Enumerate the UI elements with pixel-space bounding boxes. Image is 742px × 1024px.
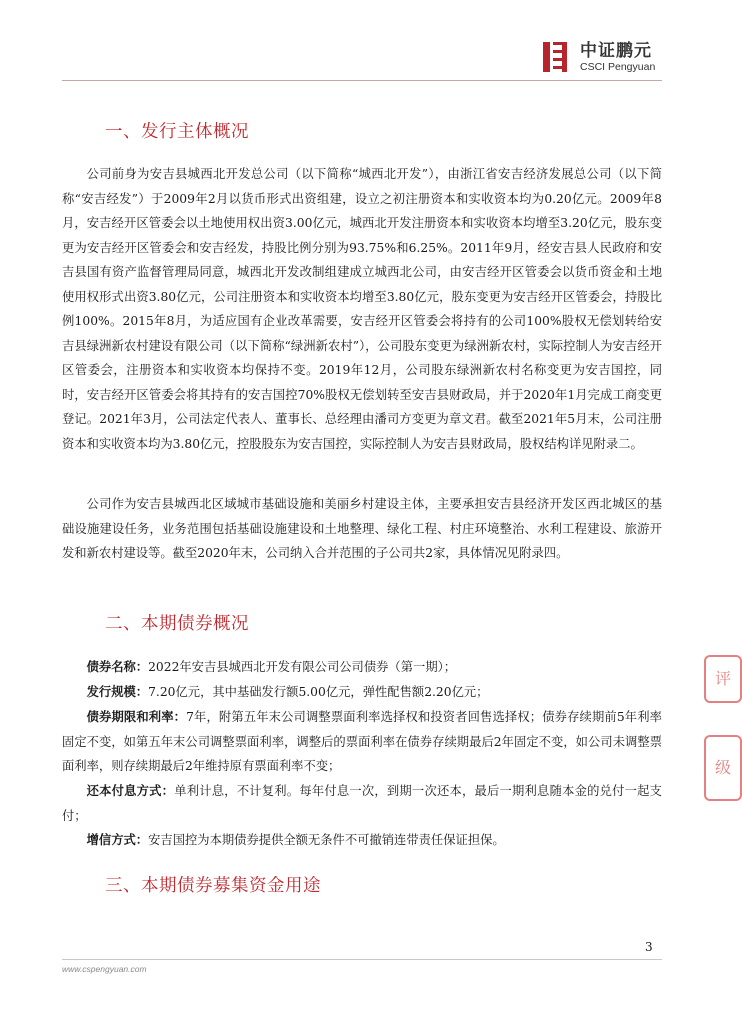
issue-size-item bbox=[62, 680, 662, 705]
credit-enhancement-item bbox=[62, 828, 662, 853]
seal-char-2: 级 bbox=[714, 758, 731, 777]
logo-mark-icon bbox=[540, 40, 570, 74]
footer-divider bbox=[62, 959, 662, 960]
seal-stamp-bottom bbox=[704, 735, 742, 801]
footer-url: www.cspengyuan.com bbox=[62, 964, 147, 974]
bond-name-label: 债券名称： bbox=[86, 660, 149, 674]
term-rate-label: 债券期限和利率： bbox=[86, 710, 187, 724]
repayment-item bbox=[62, 779, 662, 828]
repayment-label: 还本付息方式： bbox=[86, 784, 175, 798]
section-2-title: 二、本期债券概况 bbox=[105, 614, 249, 634]
section-1-paragraph-1: 公司前身为安吉县城西北开发总公司（以下简称“城西北开发”），由浙江省安吉经济发展总公司（以下简称“安吉经发”）于2009年2月以货币形式出资组建，设立之初注册资本和实收资本均为0.20亿元。2009年8月，安吉经开区管委会以土地使用权出资3.00亿元，城西北开发注册资本和实收资本均增至3.20亿元，股东变更为安吉经开区管委会和安吉经发，持股比例分别为93.75%和6.25%。2011年9月，经安吉县人民政府和安吉县国有资产监督管理局同意，城西北开发改制组建成立城西北公司，由安吉经开区管委会以货币资金和土地使用权形式出资3.80亿元，公司注册资本和实收资本均增至3.80亿元，股东变更为安吉经开区管委会，持股比例100%。2015年8月，为适应国有企业改革需要，安吉经开区管委会将持有的公司100%股权无偿划转给安吉县绿洲新农村建设有限公司（以下简称“绿洲新农村”），公司股东变更为绿洲新农村，实际控制人为安吉经开区管委会，注册资本和实收资本均保持不变。2019年12月，公司股东绿洲新农村名称变更为安吉国控，同时，安吉经开区管委会将其持有的安吉国控70%股权无偿划转至安吉县财政局，并于2020年1月完成工商变更登记。2021年3月，公司法定代表人、董事长、总经理由潘司方变更为章文君。截至2021年5月末，公司注册资本和实收资本均为3.80亿元，控股股东为安吉国控，实际控制人为安吉县财政局，股权结构详见附录二。 bbox=[62, 167, 662, 451]
seal-stamp-top bbox=[704, 655, 742, 703]
section-3-title: 三、本期债券募集资金用途 bbox=[105, 876, 321, 896]
issue-size-value: 7.20亿元，其中基础发行额5.00亿元，弹性配售额2.20亿元； bbox=[148, 685, 489, 699]
credit-enhancement-value: 安吉国控为本期债券提供全额无条件不可撤销连带责任保证担保。 bbox=[148, 833, 505, 847]
seal-char-1: 评 bbox=[714, 669, 731, 688]
issue-size-label: 发行规模： bbox=[86, 685, 149, 699]
logo-chinese-name: 中证鹏元 bbox=[580, 40, 652, 61]
term-rate-value: 7年，附第五年末公司调整票面利率选择权和投资者回售选择权；债券存续期前5年利率固定不变，如第五年末公司调整票面利率，调整后的票面利率在债券存续期最后2年固定不变，如公司未调整票面利率，则存续期最后2年维持原有票面利率不变； bbox=[62, 710, 662, 773]
bond-name-value: 2022年安吉县城西北开发有限公司公司债券（第一期）； bbox=[148, 660, 457, 674]
section-1-paragraph-2: 公司作为安吉县城西北区域城市基础设施和美丽乡村建设主体，主要承担安吉县经济开发区西北城区的基础设施建设任务，业务范围包括基础设施建设和土地整理、绿化工程、村庄环境整治、水利工程建设、旅游开发和新农村建设等。截至2020年末，公司纳入合并范围的子公司共2家，具体情况见附录四。 bbox=[62, 497, 662, 560]
company-logo bbox=[540, 40, 655, 74]
page-number: 3 bbox=[645, 940, 653, 954]
section-1-title: 一、发行主体概况 bbox=[105, 122, 249, 142]
credit-enhancement-label: 增信方式： bbox=[86, 833, 149, 847]
term-rate-item bbox=[62, 705, 662, 779]
bond-name-item bbox=[62, 655, 662, 680]
logo-english-name: CSCI Pengyuan bbox=[580, 60, 656, 73]
header-divider bbox=[62, 80, 662, 81]
repayment-value: 单利计息，不计复利。每年付息一次，到期一次还本，最后一期利息随本金的兑付一起支付； bbox=[62, 784, 662, 823]
